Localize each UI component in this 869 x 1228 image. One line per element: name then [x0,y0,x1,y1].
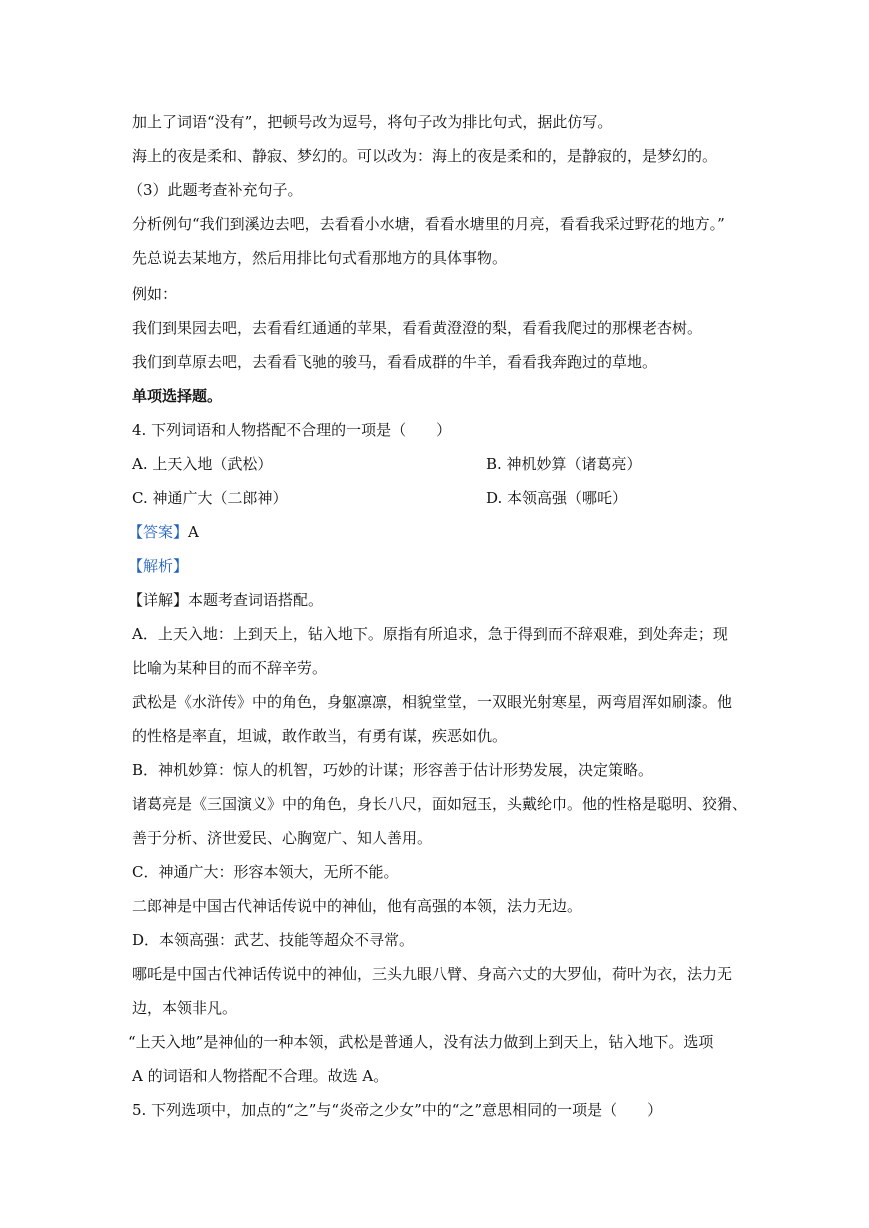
text-line: 哪吒是中国古代神话传说中的神仙，三头九眼八臂、身高六丈的大罗仙，荷叶为衣，法力无 [132,965,733,983]
text-line: 我们到草原去吧，去看看飞驰的骏马，看看成群的牛羊，看看我奔跑过的草地。 [132,353,658,371]
text-line: 二郎神是中国古代神话传说中的神仙，他有高强的本领，法力无边。 [132,897,583,915]
option-d: D. 本领高强（哪吒） [486,489,628,507]
text-line: 诸葛亮是《三国演义》中的角色，身长八尺，面如冠玉，头戴纶巾。他的性格是聪明、狡猾、 [132,795,748,813]
text-line: （3）此题考查补充句子。 [128,181,303,199]
detail-line: 【详解】本题考查词语搭配。 [128,591,324,609]
text-line: C．神通广大：形容本领大，无所不能。 [132,863,399,881]
text-line: “上天入地”是神仙的一种本领，武松是普通人，没有法力做到上到天上，钻入地下。选项 [128,1033,714,1051]
question-4: 4. 下列词语和人物搭配不合理的一项是（ ） [132,421,452,439]
text-line: B．神机妙算：惊人的机智，巧妙的计谋；形容善于估计形势发展，决定策略。 [132,761,654,779]
option-c: C. 神通广大（二郎神） [132,489,288,507]
text-line: 例如： [132,285,178,303]
option-a: A. 上天入地（武松） [132,455,273,473]
text-line: 海上的夜是柔和、静寂、梦幻的。可以改为：海上的夜是柔和的，是静寂的，是梦幻的。 [132,147,718,165]
section-heading: 单项选择题。 [132,387,223,405]
answer-line [128,522,199,542]
answer-tag: 【答案】 [128,523,189,541]
text-line: A 的词语和人物搭配不合理。故选 A。 [132,1067,389,1085]
text-line: D．本领高强：武艺、技能等超众不寻常。 [132,931,415,949]
text-line: 的性格是率直，坦诚，敢作敢当，有勇有谋，疾恶如仇。 [132,727,508,745]
question-5: 5. 下列选项中，加点的“之”与“炎帝之少女”中的“之”意思相同的一项是（ ） [132,1101,663,1119]
text-line: 分析例句“我们到溪边去吧，去看看小水塘，看看水塘里的月亮，看看我采过野花的地方。” [132,215,725,233]
text-line: 加上了词语“没有”，把顿号改为逗号，将句子改为排比句式，据此仿写。 [132,113,613,131]
text-line: 善于分析、济世爱民、心胸宽广、知人善用。 [132,829,433,847]
text-line: 武松是《水浒传》中的角色，身躯凛凛，相貌堂堂，一双眼光射寒星，两弯眉浑如刷漆。他 [132,693,733,711]
text-line: A．上天入地：上到天上，钻入地下。原指有所追求，急于得到而不辞艰难，到处奔走；现 [132,625,728,643]
option-b: B. 神机妙算（诸葛亮） [486,455,642,473]
analysis-tag: 【解析】 [128,557,189,575]
text-line: 我们到果园去吧，去看看红通通的苹果，看看黄澄澄的梨，看看我爬过的那棵老杏树。 [132,319,703,337]
answer-value: A [188,523,199,541]
text-line: 边，本领非凡。 [132,999,238,1017]
text-line: 先总说去某地方，然后用排比句式看那地方的具体事物。 [132,249,508,267]
text-line: 比喻为某种目的而不辞辛劳。 [132,659,328,677]
